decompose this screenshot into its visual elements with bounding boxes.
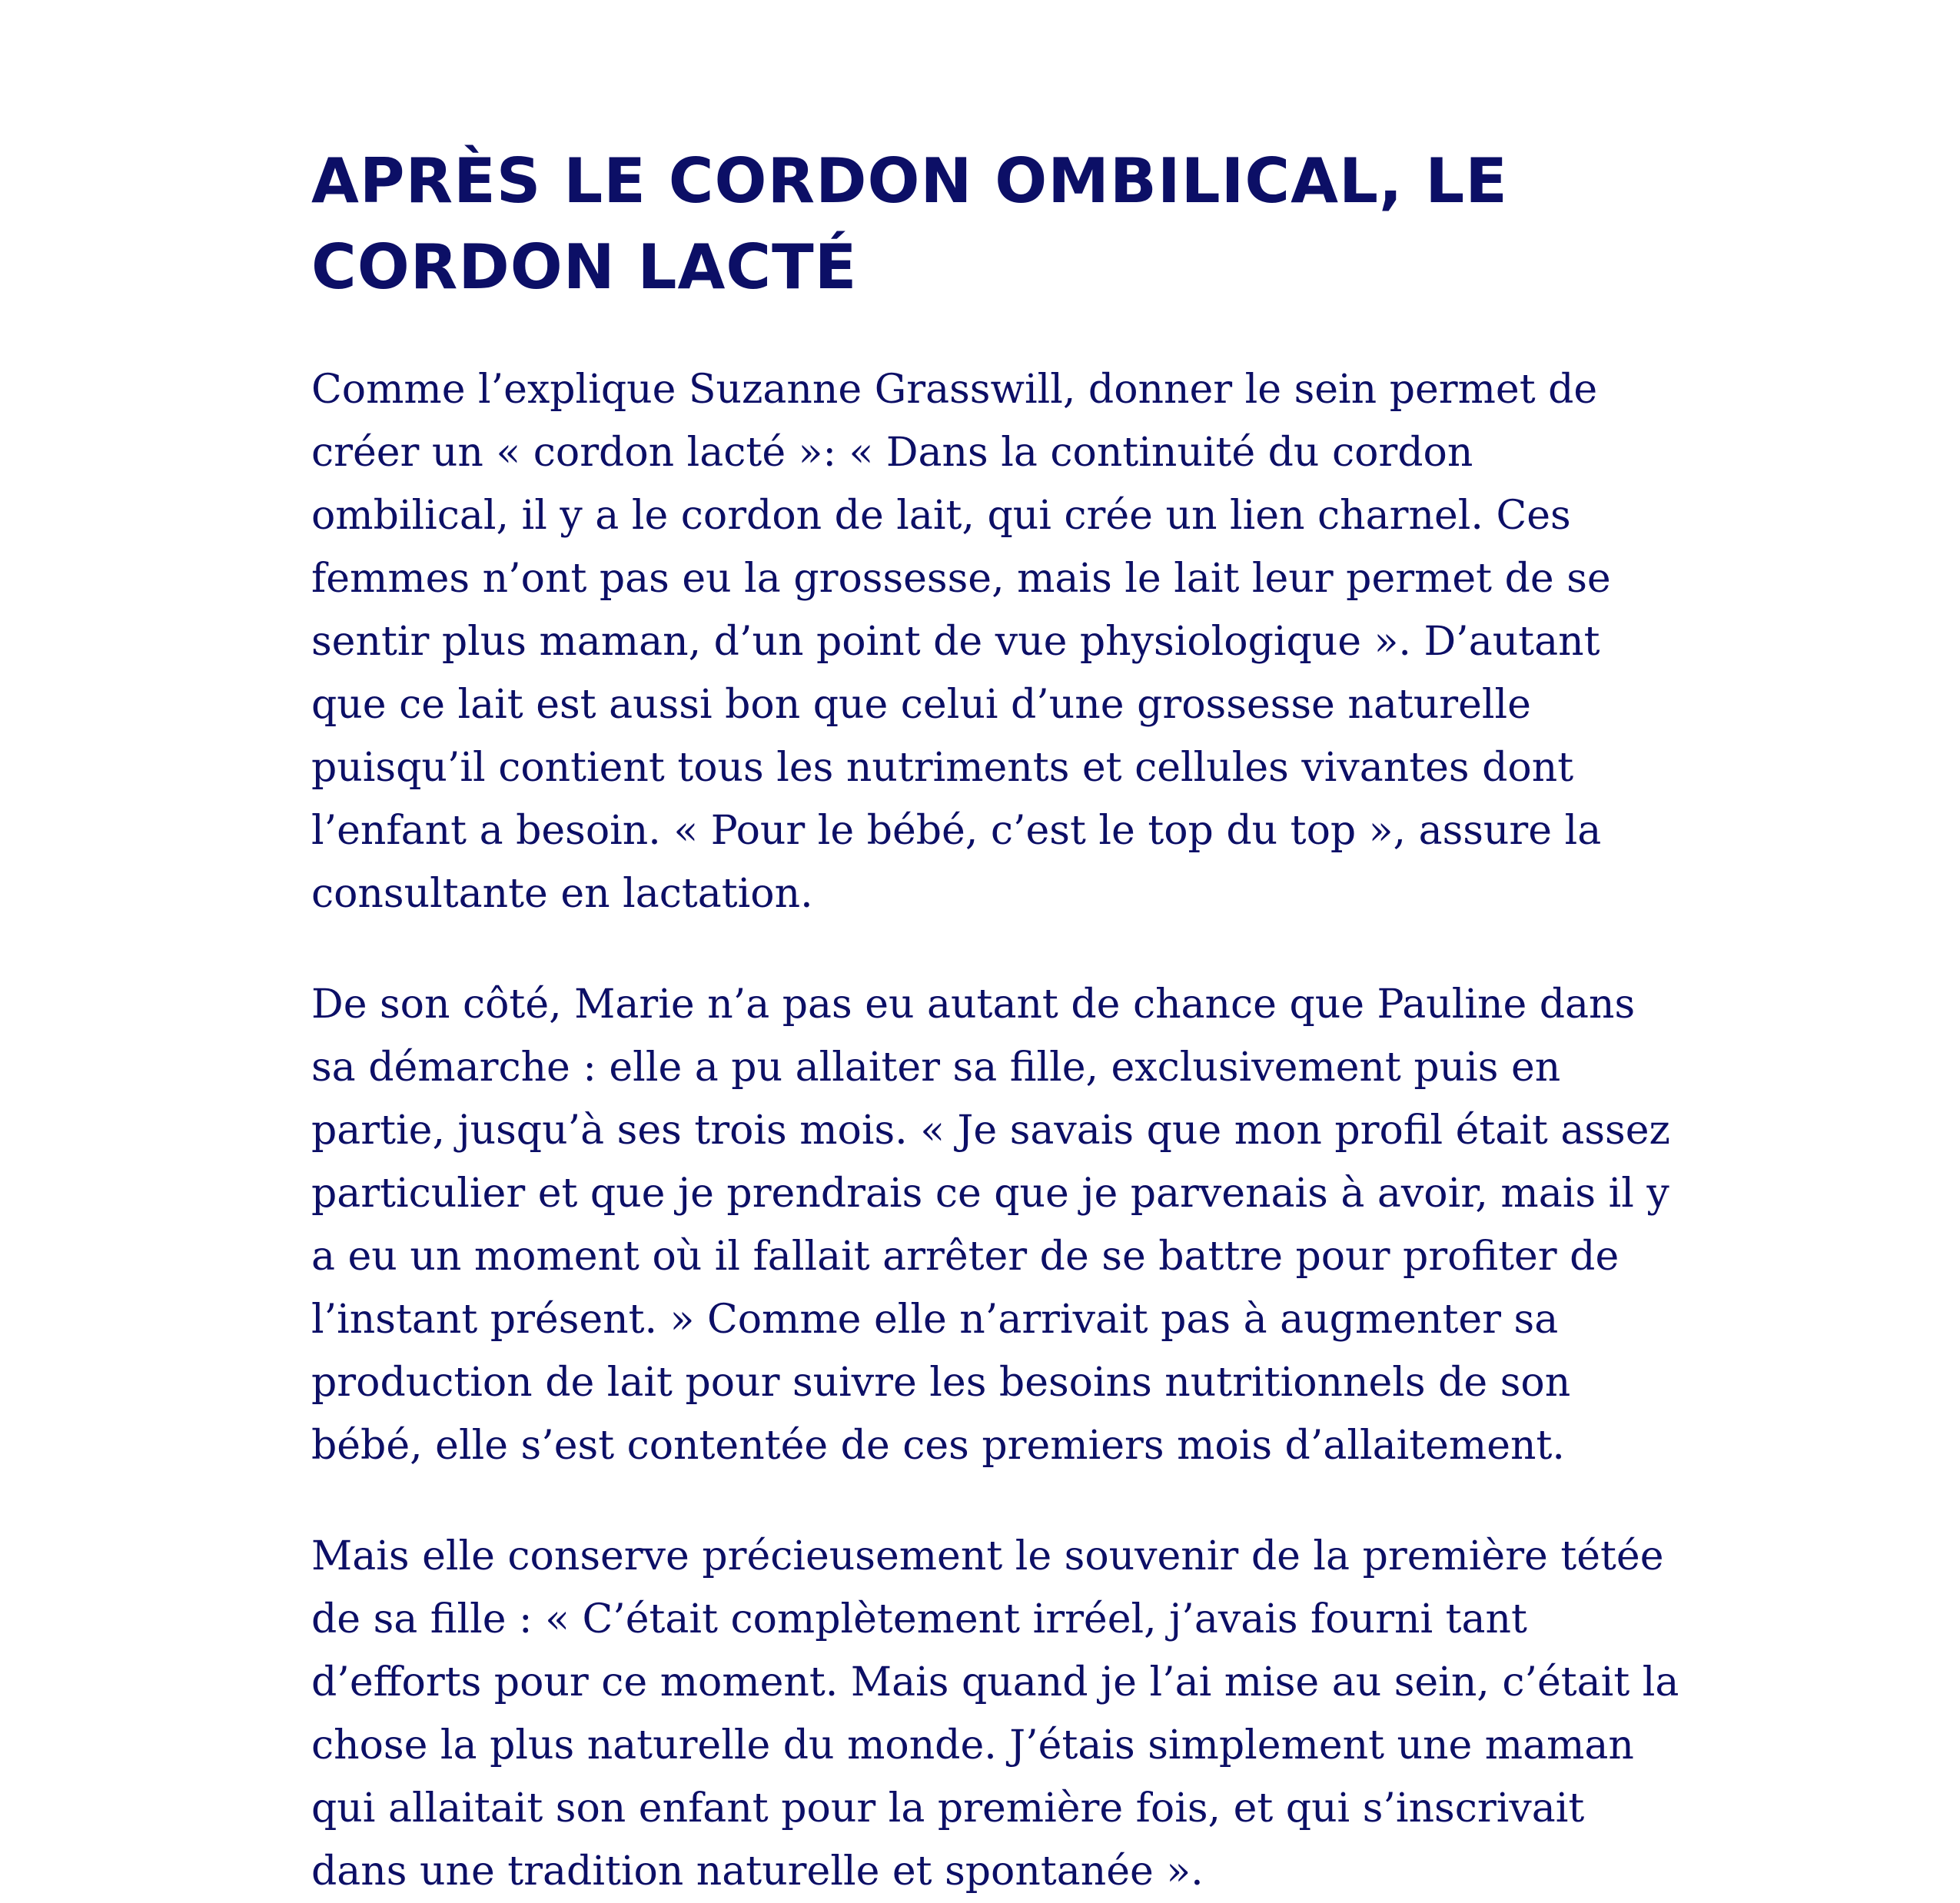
article-paragraph-2: De son côté, Marie n’a pas eu autant de chance que Pauline dans sa démarche : elle a pu allaiter sa fille, exclusivement puis en partie, jusqu’à ses trois mois. « Je savais que mon profil était assez particulier et que je prendrais ce que je parvenais à avoir, mais il y a eu un moment où il fallait arrêter de se battre pour profiter de l’instant présent. » Comme elle n’arrivait pas à augmenter sa production de lait pour suivre les besoins nutritionnels de son bébé, elle s’est contentée de ces premiers mois d’allaitement. <box>311 981 1670 1469</box>
article-heading: APRÈS LE CORDON OMBILICAL, LE CORDON LACTÉ <box>311 145 1508 303</box>
article-paragraph-1: Comme l’explique Suzanne Grasswill, donner le sein permet de créer un « cordon lacté »: « Dans la continuité du cordon ombilical, il y a le cordon de lait, qui crée un lien charnel. Ces femmes n’ont pas eu la grossesse, mais le lait leur permet de se sentir plus maman, d’un point de vue physiologique ». D’autant que ce lait est aussi bon que celui d’une grossesse naturelle puisqu’il contient tous les nutriments et cellules vivantes dont l’enfant a besoin. « Pour le bébé, c’est le top du top », assure la consultante en lactation. <box>311 367 1611 917</box>
article-paragraph-3: Mais elle conserve précieusement le souvenir de la première tétée de sa fille : « C’était complètement irréel, j’avais fourni tant d’efforts pour ce moment. Mais quand je l’ai mise au sein, c’était la chose la plus naturelle du monde. J’étais simplement une maman qui allaitait son enfant pour la première fois, et qui s’inscrivait dans une tradition naturelle et spontanée ». <box>311 1533 1679 1895</box>
article-section <box>311 138 1679 1903</box>
